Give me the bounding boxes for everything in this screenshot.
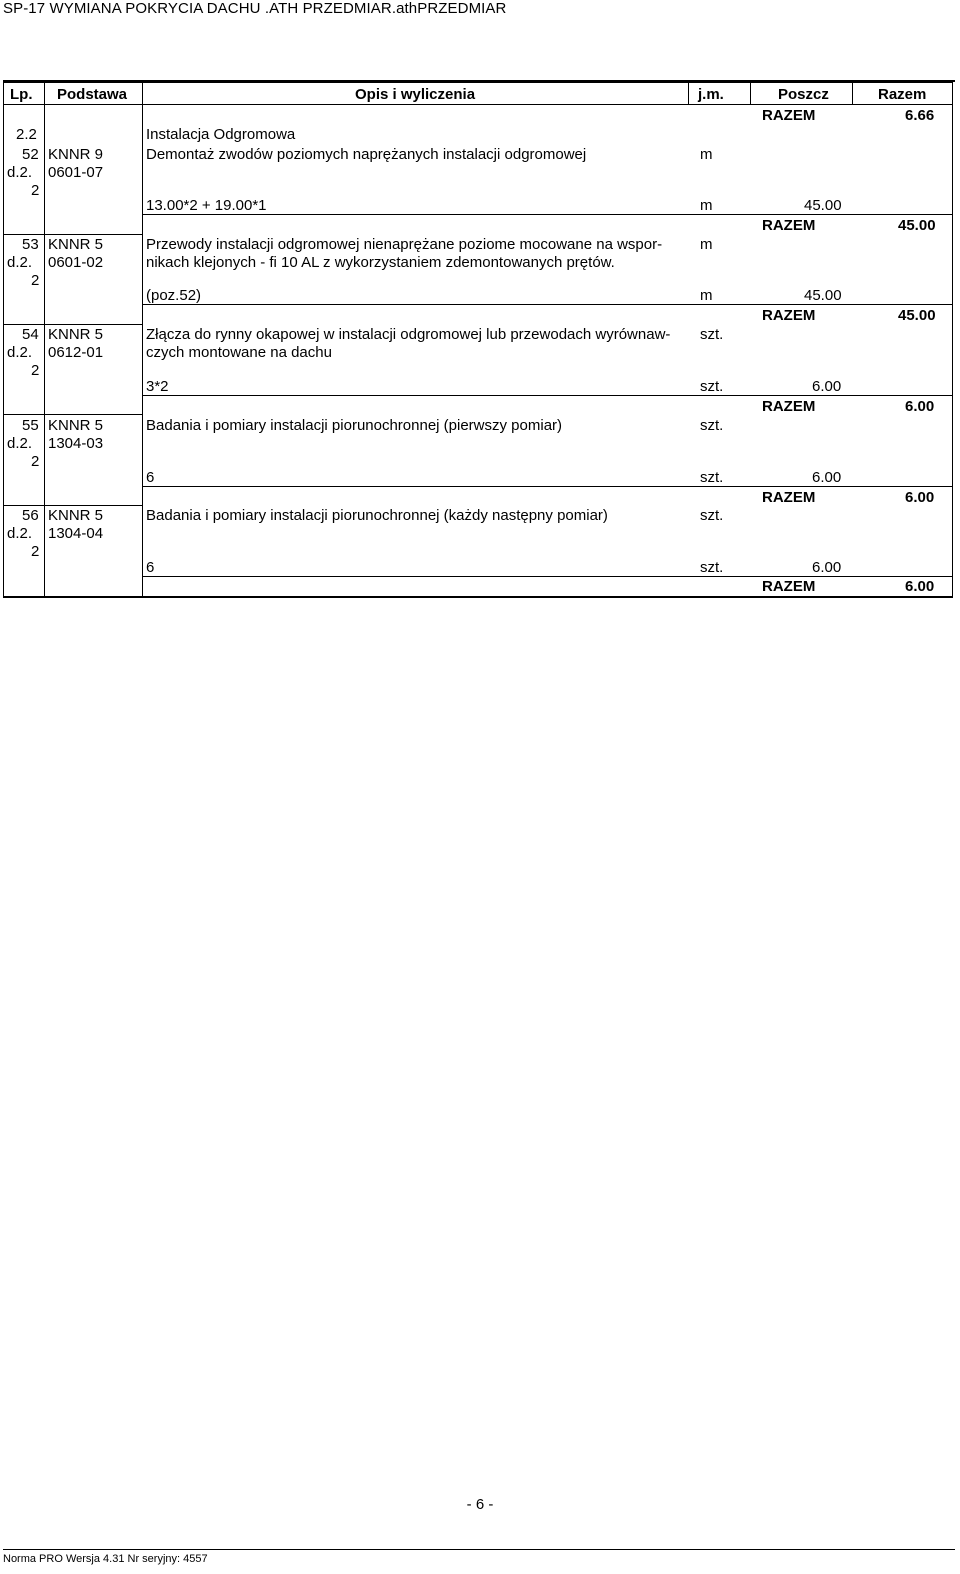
row-razem-label: RAZEM (762, 307, 816, 324)
page-number: - 6 - (466, 1496, 494, 1513)
row-lp: 52 (22, 146, 39, 163)
row-podstawa: KNNR 5 (48, 507, 104, 524)
document-title: SP-17 WYMIANA POKRYCIA DACHU .ATH PRZEDMIAR.athPRZEDMIAR (3, 0, 507, 17)
row-description: Badania i pomiary instalacji piorunochronnej (każdy następny pomiar) (146, 507, 608, 524)
row-separator (142, 576, 952, 577)
row-lp-ref: d.2. (7, 344, 33, 361)
row-razem-value: 6.00 (905, 398, 935, 415)
row-quantity: 45.00 (804, 287, 842, 304)
row-podstawa: KNNR 9 (48, 146, 104, 163)
row-calculation: 3*2 (146, 378, 169, 395)
row-unit: m (700, 146, 713, 163)
section-number: 2.2 (16, 126, 37, 143)
col-divider-lp (44, 82, 45, 597)
row-quantity: 6.00 (812, 378, 842, 395)
row-quantity: 45.00 (804, 197, 842, 214)
row-calc-unit: szt. (700, 469, 724, 486)
row-calc-unit: m (700, 287, 713, 304)
row-description: Demontaż zwodów poziomych naprężanych instalacji odgromowej (146, 146, 587, 163)
row-description-cont: czych montowane na dachu (146, 344, 332, 361)
row-podstawa-code: 0612-01 (48, 344, 104, 361)
table-header-bottom-line (3, 104, 953, 105)
row-razem-value: 6.00 (905, 489, 935, 506)
row-lp-ref: d.2. (7, 164, 33, 181)
row-podstawa: KNNR 5 (48, 326, 104, 343)
row-podstawa-code: 1304-03 (48, 435, 104, 452)
row-razem-value: 6.00 (905, 578, 935, 595)
footer-rule (3, 1549, 955, 1550)
col-divider-podstawa (142, 82, 143, 597)
row-unit: szt. (700, 417, 724, 434)
row-razem-label: RAZEM (762, 398, 816, 415)
row-quantity: 6.00 (812, 559, 842, 576)
table-header-top-line (3, 82, 953, 83)
table-right-border (952, 82, 953, 597)
row-lp-ref: d.2. (7, 525, 33, 542)
row-lp-sub: 2 (31, 453, 40, 470)
row-razem-value: 45.00 (898, 307, 936, 324)
row-razem-label: RAZEM (762, 489, 816, 506)
table-left-border (3, 82, 4, 597)
row-lp-sub: 2 (31, 272, 40, 289)
row-lp: 56 (22, 507, 39, 524)
row-lp-sub: 2 (31, 543, 40, 560)
row-separator (142, 395, 952, 396)
row-top-line (3, 414, 142, 415)
row-unit: szt. (700, 507, 724, 524)
col-divider-jm (750, 82, 751, 104)
row-separator (142, 486, 952, 487)
row-calculation: 13.00*2 + 19.00*1 (146, 197, 267, 214)
footer-note: Norma PRO Wersja 4.31 Nr seryjny: 4557 (3, 1553, 208, 1565)
col-divider-opis (688, 82, 689, 104)
row-lp-sub: 2 (31, 182, 40, 199)
row-top-line (3, 234, 142, 235)
col-header-jm: j.m. (698, 86, 724, 103)
row-calc-unit: szt. (700, 378, 724, 395)
row-top-line (3, 505, 142, 506)
col-header-poszcz: Poszcz (778, 86, 829, 103)
row-lp-ref: d.2. (7, 254, 33, 271)
razem-label: RAZEM (762, 107, 816, 124)
col-header-razem: Razem (878, 86, 927, 103)
row-calculation: 6 (146, 559, 155, 576)
row-podstawa-code: 0601-02 (48, 254, 104, 271)
row-unit: m (700, 236, 713, 253)
row-unit: szt. (700, 326, 724, 343)
row-description: Badania i pomiary instalacji piorunochronnej (pierwszy pomiar) (146, 417, 563, 434)
row-razem-label: RAZEM (762, 217, 816, 234)
row-podstawa-code: 0601-07 (48, 164, 104, 181)
row-top-line (3, 324, 142, 325)
col-divider-poszcz (852, 82, 853, 104)
row-calculation: 6 (146, 469, 155, 486)
row-quantity: 6.00 (812, 469, 842, 486)
row-calculation: (poz.52) (146, 287, 202, 304)
row-lp: 55 (22, 417, 39, 434)
row-lp-ref: d.2. (7, 435, 33, 452)
row-lp: 53 (22, 236, 39, 253)
row-separator (142, 304, 952, 305)
row-calc-unit: szt. (700, 559, 724, 576)
row-lp-sub: 2 (31, 362, 40, 379)
col-header-podstawa: Podstawa (57, 86, 128, 103)
row-calc-unit: m (700, 197, 713, 214)
row-podstawa: KNNR 5 (48, 417, 104, 434)
row-lp: 54 (22, 326, 39, 343)
row-razem-value: 45.00 (898, 217, 936, 234)
row-description: Przewody instalacji odgromowej nienaprężane poziome mocowane na wspor- (146, 236, 663, 253)
col-header-opis: Opis i wyliczenia (355, 86, 476, 103)
row-podstawa-code: 1304-04 (48, 525, 104, 542)
razem-value: 6.66 (905, 107, 935, 124)
col-header-lp: Lp. (10, 86, 33, 103)
section-title: Instalacja Odgromowa (146, 126, 296, 143)
row-description: Złącza do rynny okapowej w instalacji odgromowej lub przewodach wyrównaw- (146, 326, 671, 343)
row-description-cont: nikach klejonych - fi 10 AL z wykorzystaniem zdemontowanych prętów. (146, 254, 615, 271)
row-podstawa: KNNR 5 (48, 236, 104, 253)
row-separator (142, 214, 952, 215)
table-bottom-line (3, 596, 953, 598)
row-razem-label: RAZEM (762, 578, 816, 595)
